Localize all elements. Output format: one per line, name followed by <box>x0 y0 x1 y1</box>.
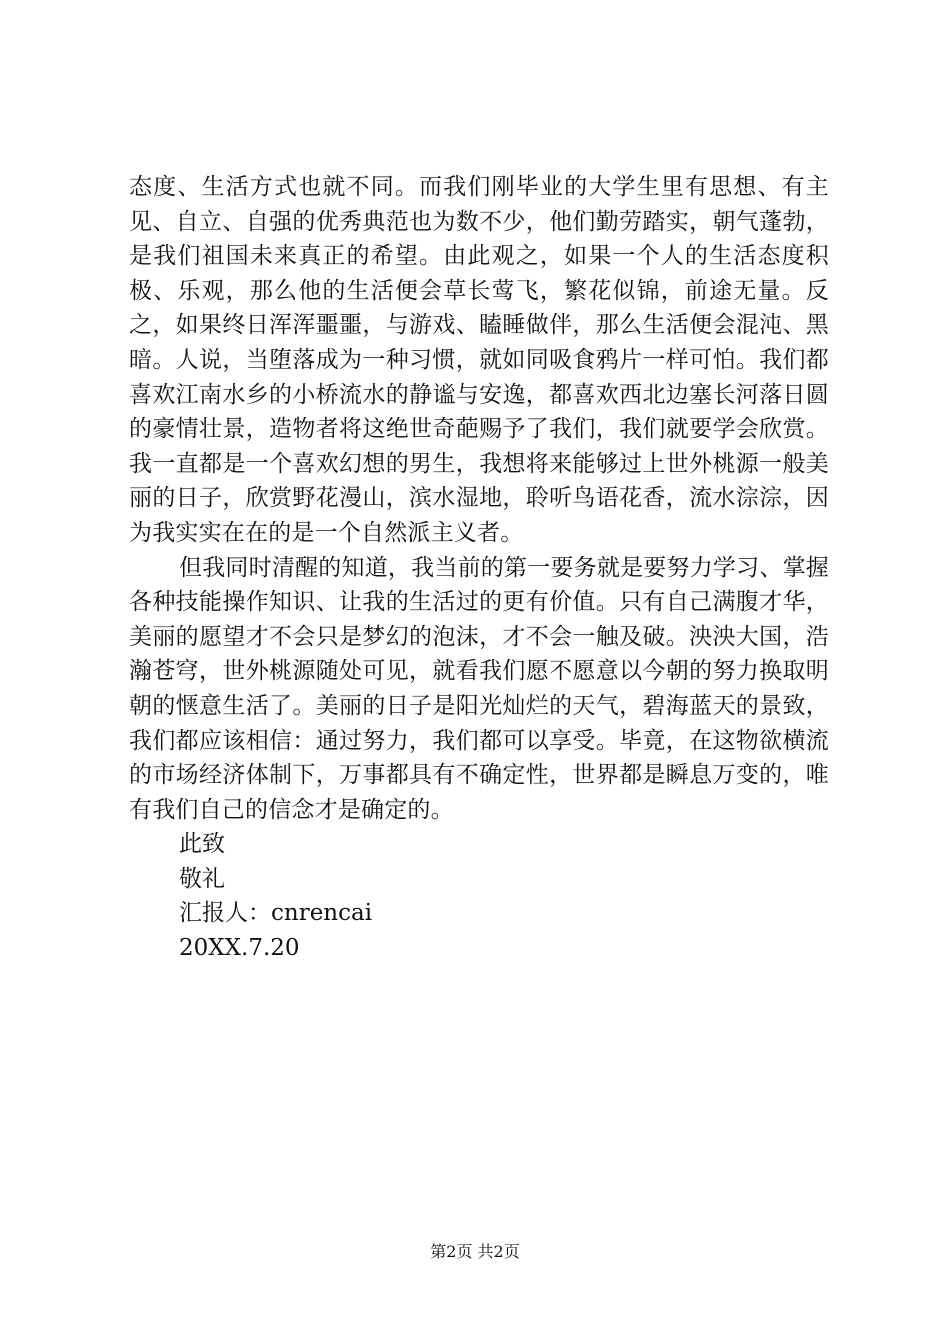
closing-date: 20XX.7.20 <box>179 935 300 962</box>
closing-reporter: 汇报人：cnrencai <box>179 900 373 927</box>
closing-respect: 敬礼 <box>179 865 225 892</box>
paragraph-1: 态度、生活方式也就不同。而我们刚毕业的大学生里有思想、有主见、自立、自强的优秀典范也为数不少，他们勤劳踏实，朝气蓬勃，是我们祖国未来真正的希望。由此观之，如果一个人的生活态度积极、乐观，那么他的生活便会草长莺飞，繁花似锦，前途无量。反之，如果终日浑浑噩噩，与游戏、瞌睡做伴，那么生活便会混沌、黑暗。人说，当堕落成为一种习惯，就如同吸食鸦片一样可怕。我们都喜欢江南水乡的小桥流水的静谧与安逸，都喜欢西北边塞长河落日圆的豪情壮景，造物者将这绝世奇葩赐予了我们，我们就要学会欣赏。我一直都是一个喜欢幻想的男生，我想将来能够过上世外桃源一般美丽的日子，欣赏野花漫山，滨水湿地，聆听鸟语花香，流水淙淙，因为我实实在在的是一个自然派主义者。 <box>129 174 829 546</box>
closing-salutation: 此致 <box>179 831 225 858</box>
page-footer: 第2页 共2页 <box>430 1242 520 1261</box>
paragraph-2: 但我同时清醒的知道，我当前的第一要务就是要努力学习、掌握各种技能操作知识、让我的生活过的更有价值。只有自己满腹才华，美丽的愿望才不会只是梦幻的泡沫，才不会一触及破。泱泱大国，浩瀚苍穹，世外桃源随处可见，就看我们愿不愿意以今朝的努力换取明朝的惬意生活了。美丽的日子是阳光灿烂的天气，碧海蓝天的景致，我们都应该相信：通过努力，我们都可以享受。毕竟，在这物欲横流的市场经济体制下，万事都具有不确定性，世界都是瞬息万变的，唯有我们自己的信念才是确定的。 <box>129 554 829 823</box>
document-body <box>129 170 829 966</box>
